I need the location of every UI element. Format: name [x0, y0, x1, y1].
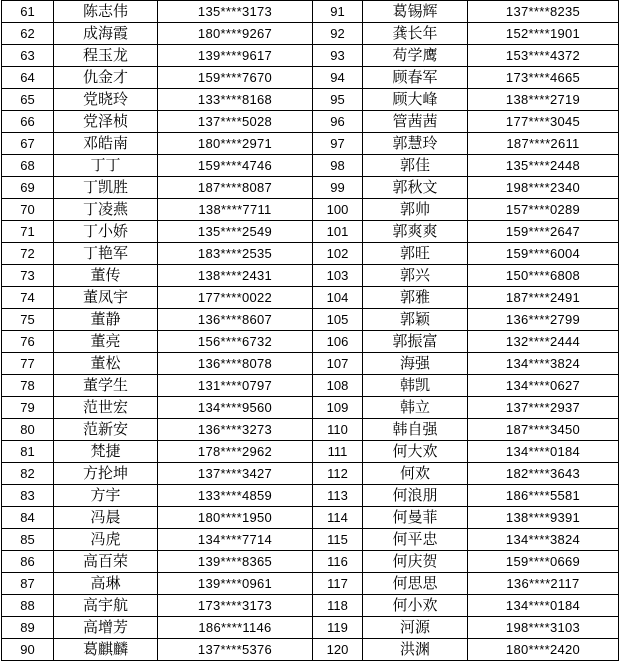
table-row [2, 441, 619, 463]
phone-number-right: 138****2719 [468, 89, 619, 111]
person-name-right: 管茜茜 [363, 111, 468, 133]
row-number-right: 104 [313, 287, 363, 309]
person-name-right: 郭旺 [363, 243, 468, 265]
row-number-right: 118 [313, 595, 363, 617]
phone-number-left: 187****8087 [158, 177, 313, 199]
table-row [2, 243, 619, 265]
row-number-right: 103 [313, 265, 363, 287]
person-name-right: 何思思 [363, 573, 468, 595]
person-name-right: 龚长年 [363, 23, 468, 45]
table-row [2, 353, 619, 375]
row-number-left: 67 [2, 133, 54, 155]
table-row [2, 177, 619, 199]
row-number-left: 85 [2, 529, 54, 551]
row-number-left: 80 [2, 419, 54, 441]
person-name-right: 顾大峰 [363, 89, 468, 111]
row-number-left: 89 [2, 617, 54, 639]
table-row [2, 309, 619, 331]
person-name-left: 党泽桢 [54, 111, 158, 133]
row-number-left: 61 [2, 1, 54, 23]
row-number-left: 79 [2, 397, 54, 419]
phone-number-left: 139****0961 [158, 573, 313, 595]
person-name-right: 海强 [363, 353, 468, 375]
person-name-right: 郭兴 [363, 265, 468, 287]
phone-number-left: 131****0797 [158, 375, 313, 397]
phone-number-right: 134****0184 [468, 595, 619, 617]
phone-number-left: 186****1146 [158, 617, 313, 639]
phone-number-right: 159****2647 [468, 221, 619, 243]
table-row [2, 463, 619, 485]
table-row [2, 265, 619, 287]
person-name-right: 郭慧玲 [363, 133, 468, 155]
row-number-left: 81 [2, 441, 54, 463]
row-number-left: 88 [2, 595, 54, 617]
phone-number-left: 136****8078 [158, 353, 313, 375]
person-name-right: 顾春军 [363, 67, 468, 89]
row-number-left: 82 [2, 463, 54, 485]
phone-number-right: 173****4665 [468, 67, 619, 89]
person-name-left: 高宇航 [54, 595, 158, 617]
phone-number-right: 136****2117 [468, 573, 619, 595]
person-name-left: 高增芳 [54, 617, 158, 639]
person-name-left: 方宇 [54, 485, 158, 507]
phone-number-right: 135****2448 [468, 155, 619, 177]
table-row [2, 287, 619, 309]
row-number-left: 86 [2, 551, 54, 573]
table-row [2, 507, 619, 529]
phone-number-left: 156****6732 [158, 331, 313, 353]
phone-number-right: 198****3103 [468, 617, 619, 639]
person-name-left: 董学生 [54, 375, 158, 397]
table-row [2, 551, 619, 573]
person-name-left: 仇金才 [54, 67, 158, 89]
phone-number-left: 180****1950 [158, 507, 313, 529]
table-row [2, 397, 619, 419]
row-number-right: 115 [313, 529, 363, 551]
row-number-left: 69 [2, 177, 54, 199]
row-number-right: 100 [313, 199, 363, 221]
row-number-right: 92 [313, 23, 363, 45]
phone-number-left: 180****9267 [158, 23, 313, 45]
row-number-left: 87 [2, 573, 54, 595]
row-number-left: 77 [2, 353, 54, 375]
person-name-left: 丁丁 [54, 155, 158, 177]
phone-number-right: 134****3824 [468, 529, 619, 551]
person-name-left: 董亮 [54, 331, 158, 353]
phone-number-left: 137****3427 [158, 463, 313, 485]
person-name-left: 董松 [54, 353, 158, 375]
phone-number-left: 136****3273 [158, 419, 313, 441]
row-number-right: 97 [313, 133, 363, 155]
row-number-left: 72 [2, 243, 54, 265]
row-number-right: 112 [313, 463, 363, 485]
person-name-left: 冯虎 [54, 529, 158, 551]
person-name-left: 冯晨 [54, 507, 158, 529]
phone-number-left: 136****8607 [158, 309, 313, 331]
phone-number-left: 138****7711 [158, 199, 313, 221]
phone-number-right: 187****2611 [468, 133, 619, 155]
row-number-left: 65 [2, 89, 54, 111]
person-name-right: 郭颖 [363, 309, 468, 331]
row-number-left: 75 [2, 309, 54, 331]
row-number-left: 73 [2, 265, 54, 287]
phone-number-right: 157****0289 [468, 199, 619, 221]
phone-number-right: 187****3450 [468, 419, 619, 441]
phone-number-left: 137****5376 [158, 639, 313, 661]
row-number-right: 102 [313, 243, 363, 265]
phone-number-right: 134****0627 [468, 375, 619, 397]
phone-number-right: 198****2340 [468, 177, 619, 199]
phone-number-left: 133****4859 [158, 485, 313, 507]
table-row [2, 331, 619, 353]
person-name-left: 丁艳军 [54, 243, 158, 265]
phone-number-left: 180****2971 [158, 133, 313, 155]
phone-number-right: 187****2491 [468, 287, 619, 309]
row-number-right: 113 [313, 485, 363, 507]
table-row [2, 1, 619, 23]
row-number-left: 84 [2, 507, 54, 529]
row-number-left: 83 [2, 485, 54, 507]
table-row [2, 45, 619, 67]
person-name-right: 洪渊 [363, 639, 468, 661]
table-row [2, 199, 619, 221]
person-name-left: 党晓玲 [54, 89, 158, 111]
phone-number-left: 135****2549 [158, 221, 313, 243]
person-name-right: 郭雅 [363, 287, 468, 309]
table-row [2, 595, 619, 617]
person-name-right: 韩自强 [363, 419, 468, 441]
phone-number-left: 139****9617 [158, 45, 313, 67]
phone-number-right: 150****6808 [468, 265, 619, 287]
person-name-right: 郭秋文 [363, 177, 468, 199]
phone-number-left: 139****8365 [158, 551, 313, 573]
row-number-right: 116 [313, 551, 363, 573]
person-name-right: 郭振富 [363, 331, 468, 353]
phone-number-right: 137****8235 [468, 1, 619, 23]
phone-number-left: 173****3173 [158, 595, 313, 617]
table-row [2, 375, 619, 397]
phone-number-right: 138****9391 [468, 507, 619, 529]
phone-number-left: 178****2962 [158, 441, 313, 463]
person-name-right: 韩凯 [363, 375, 468, 397]
table-row [2, 67, 619, 89]
person-name-left: 董静 [54, 309, 158, 331]
person-name-left: 丁凯胜 [54, 177, 158, 199]
roster-table [1, 0, 619, 661]
phone-number-right: 177****3045 [468, 111, 619, 133]
row-number-left: 66 [2, 111, 54, 133]
row-number-right: 111 [313, 441, 363, 463]
person-name-left: 陈志伟 [54, 1, 158, 23]
row-number-left: 62 [2, 23, 54, 45]
phone-number-right: 134****3824 [468, 353, 619, 375]
row-number-left: 64 [2, 67, 54, 89]
row-number-right: 101 [313, 221, 363, 243]
table-row [2, 485, 619, 507]
person-name-left: 高琳 [54, 573, 158, 595]
person-name-left: 程玉龙 [54, 45, 158, 67]
row-number-right: 105 [313, 309, 363, 331]
phone-number-left: 135****3173 [158, 1, 313, 23]
phone-number-right: 153****4372 [468, 45, 619, 67]
phone-number-left: 134****7714 [158, 529, 313, 551]
phone-number-left: 133****8168 [158, 89, 313, 111]
row-number-right: 117 [313, 573, 363, 595]
row-number-right: 108 [313, 375, 363, 397]
phone-number-right: 180****2420 [468, 639, 619, 661]
row-number-right: 119 [313, 617, 363, 639]
row-number-left: 74 [2, 287, 54, 309]
table-row [2, 111, 619, 133]
table-row [2, 221, 619, 243]
roster-body [2, 1, 619, 661]
row-number-right: 94 [313, 67, 363, 89]
phone-number-left: 138****2431 [158, 265, 313, 287]
phone-number-right: 159****6004 [468, 243, 619, 265]
phone-number-right: 186****5581 [468, 485, 619, 507]
person-name-left: 丁小娇 [54, 221, 158, 243]
person-name-right: 何大欢 [363, 441, 468, 463]
person-name-right: 河源 [363, 617, 468, 639]
row-number-right: 114 [313, 507, 363, 529]
person-name-right: 葛锡辉 [363, 1, 468, 23]
person-name-left: 方抡坤 [54, 463, 158, 485]
person-name-right: 何曼菲 [363, 507, 468, 529]
phone-number-left: 177****0022 [158, 287, 313, 309]
person-name-left: 葛麒麟 [54, 639, 158, 661]
row-number-right: 91 [313, 1, 363, 23]
table-row [2, 155, 619, 177]
row-number-right: 106 [313, 331, 363, 353]
table-row [2, 617, 619, 639]
table-row [2, 639, 619, 661]
phone-number-right: 132****2444 [468, 331, 619, 353]
person-name-right: 何欢 [363, 463, 468, 485]
row-number-right: 110 [313, 419, 363, 441]
row-number-left: 78 [2, 375, 54, 397]
person-name-left: 范世宏 [54, 397, 158, 419]
person-name-right: 苟学鹰 [363, 45, 468, 67]
row-number-left: 68 [2, 155, 54, 177]
row-number-left: 70 [2, 199, 54, 221]
row-number-right: 120 [313, 639, 363, 661]
person-name-left: 董传 [54, 265, 158, 287]
person-name-right: 何平忠 [363, 529, 468, 551]
phone-number-right: 159****0669 [468, 551, 619, 573]
row-number-right: 109 [313, 397, 363, 419]
row-number-right: 93 [313, 45, 363, 67]
person-name-left: 丁凌燕 [54, 199, 158, 221]
row-number-right: 107 [313, 353, 363, 375]
phone-number-left: 134****9560 [158, 397, 313, 419]
row-number-left: 71 [2, 221, 54, 243]
phone-number-left: 159****4746 [158, 155, 313, 177]
table-row [2, 529, 619, 551]
person-name-left: 高百荣 [54, 551, 158, 573]
row-number-left: 90 [2, 639, 54, 661]
person-name-left: 邓皓南 [54, 133, 158, 155]
phone-number-left: 137****5028 [158, 111, 313, 133]
table-row [2, 573, 619, 595]
table-row [2, 89, 619, 111]
person-name-left: 成海霞 [54, 23, 158, 45]
row-number-right: 96 [313, 111, 363, 133]
row-number-right: 98 [313, 155, 363, 177]
person-name-right: 郭爽爽 [363, 221, 468, 243]
row-number-right: 95 [313, 89, 363, 111]
row-number-right: 99 [313, 177, 363, 199]
phone-number-right: 182****3643 [468, 463, 619, 485]
person-name-left: 董凤宇 [54, 287, 158, 309]
table-row [2, 23, 619, 45]
phone-number-right: 136****2799 [468, 309, 619, 331]
person-name-right: 何小欢 [363, 595, 468, 617]
row-number-left: 63 [2, 45, 54, 67]
phone-number-left: 159****7670 [158, 67, 313, 89]
table-row [2, 133, 619, 155]
person-name-right: 何庆贺 [363, 551, 468, 573]
person-name-right: 韩立 [363, 397, 468, 419]
phone-number-left: 183****2535 [158, 243, 313, 265]
person-name-right: 何浪朋 [363, 485, 468, 507]
row-number-left: 76 [2, 331, 54, 353]
person-name-left: 范新安 [54, 419, 158, 441]
phone-number-right: 134****0184 [468, 441, 619, 463]
table-row [2, 419, 619, 441]
person-name-right: 郭帅 [363, 199, 468, 221]
person-name-right: 郭佳 [363, 155, 468, 177]
phone-number-right: 152****1901 [468, 23, 619, 45]
phone-number-right: 137****2937 [468, 397, 619, 419]
person-name-left: 梵捷 [54, 441, 158, 463]
